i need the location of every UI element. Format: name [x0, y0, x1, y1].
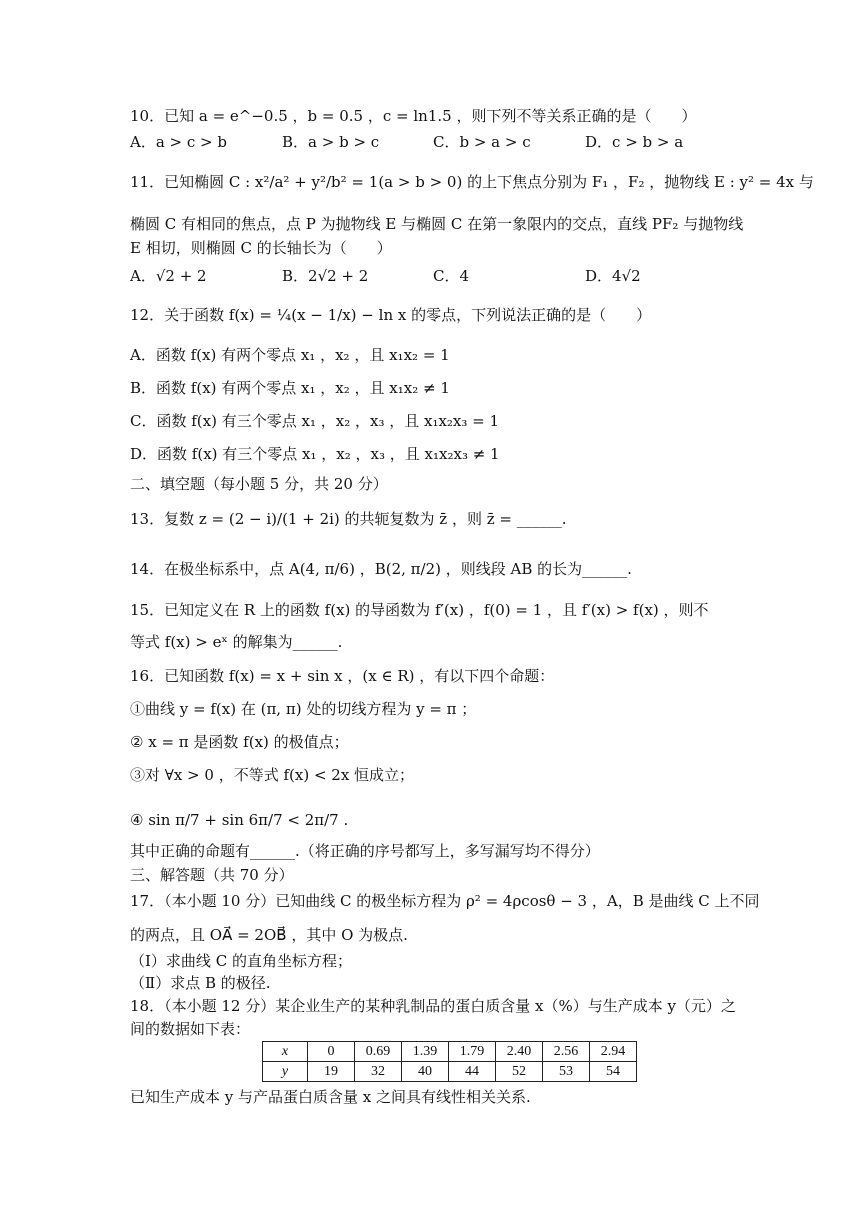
q12-option-a: A．函数 f(x) 有两个零点 x₁ ，x₂ ，且 x₁x₂ = 1: [130, 346, 450, 364]
section-answer-heading: 三、解答题（共 70 分）: [130, 866, 294, 884]
table-cell: 40: [402, 1062, 449, 1082]
table-cell: 2.40: [496, 1042, 543, 1062]
table-header-x: x: [263, 1042, 308, 1062]
q11-option-c: C．4: [433, 267, 470, 285]
table-cell: 1.79: [449, 1042, 496, 1062]
q17-line2: 的两点，且 OA⃗ = 2OB⃗ ，其中 O 为极点.: [130, 926, 408, 944]
q10-option-c: C．b > a > c: [433, 133, 531, 151]
table-cell: 1.39: [402, 1042, 449, 1062]
table-cell: 2.94: [590, 1042, 637, 1062]
table-cell: 44: [449, 1062, 496, 1082]
q16-tail: 其中正确的命题有______.（将正确的序号都写上，多写漏写均不得分）: [130, 842, 600, 860]
q17-sub1: （Ⅰ）求曲线 C 的直角坐标方程；: [130, 952, 352, 970]
q12-option-d: D．函数 f(x) 有三个零点 x₁ ，x₂ ，x₃ ，且 x₁x₂x₃ ≠ 1: [130, 445, 500, 463]
q12-option-b: B．函数 f(x) 有两个零点 x₁ ，x₂ ，且 x₁x₂ ≠ 1: [130, 379, 450, 397]
q16-item-2: ② x = π 是函数 f(x) 的极值点；: [130, 733, 349, 751]
q10-option-d: D．c > b > a: [585, 133, 684, 151]
q10-option-a: A．a > c > b: [130, 133, 227, 151]
table-header-y: y: [263, 1062, 308, 1082]
table-cell: 19: [308, 1062, 355, 1082]
table-cell: 32: [355, 1062, 402, 1082]
q11-option-a: A．√2 + 2: [130, 267, 207, 285]
table-cell: 54: [590, 1062, 637, 1082]
table-cell: 2.56: [543, 1042, 590, 1062]
q14-text: 14．在极坐标系中，点 A(4, π/6) ，B(2, π/2) ，则线段 AB 的长为______.: [130, 560, 632, 578]
q16-item-4: ④ sin π/7 + sin 6π/7 < 2π/7 .: [130, 811, 349, 829]
table-cell: 53: [543, 1062, 590, 1082]
section-fill-in-heading: 二、填空题（每小题 5 分，共 20 分）: [130, 475, 388, 493]
table-row: [263, 1062, 637, 1082]
q16-item-1: ①曲线 y = f(x) 在 (π, π) 处的切线方程为 y = π ；: [130, 700, 477, 718]
q11-option-b: B．2√2 + 2: [282, 267, 369, 285]
q12-option-c: C．函数 f(x) 有三个零点 x₁ ，x₂ ，x₃ ，且 x₁x₂x₃ = 1: [130, 412, 500, 430]
q16-item-3: ③对 ∀x > 0 ，不等式 f(x) < 2x 恒成立；: [130, 766, 415, 784]
q11-stem-line2: 椭圆 C 有相同的焦点，点 P 为抛物线 E 与椭圆 C 在第一象限内的交点，直线 PF₂ 与抛物线: [130, 215, 744, 233]
q12-stem: 12．关于函数 f(x) = ¼(x − 1/x) − ln x 的零点，下列说法正确的是（ ）: [130, 306, 652, 324]
q18-line2: 间的数据如下表：: [130, 1020, 251, 1038]
q16-stem: 16．已知函数 f(x) = x + sin x ，(x ∈ R) ，有以下四个命题：: [130, 667, 555, 685]
table-cell: 0.69: [355, 1042, 402, 1062]
q18-line3: 已知生产成本 y 与产品蛋白质含量 x 之间具有线性相关关系.: [130, 1088, 531, 1106]
q17-sub2: （Ⅱ）求点 B 的极径.: [130, 974, 271, 992]
q13-text: 13．复数 z = (2 − i)/(1 + 2i) 的共轭复数为 z̄ ，则 z̄ = ______.: [130, 510, 567, 528]
q18-data-table: [262, 1041, 637, 1082]
q11-option-d: D．4√2: [585, 267, 641, 285]
table-cell: 0: [308, 1042, 355, 1062]
table-cell: 52: [496, 1062, 543, 1082]
q18-line1: 18．（本小题 12 分）某企业生产的某种乳制品的蛋白质含量 x（%）与生产成本 y（元）之: [130, 997, 736, 1015]
q15-line2: 等式 f(x) > eˣ 的解集为______.: [130, 633, 343, 651]
q11-stem-line1: 11．已知椭圆 C : x²/a² + y²/b² = 1(a > b > 0) 的上下焦点分别为 F₁ ，F₂ ，抛物线 E : y² = 4x 与: [130, 173, 814, 191]
q15-line1: 15．已知定义在 R 上的函数 f(x) 的导函数为 f′(x) ，f(0) = 1 ，且 f′(x) > f(x) ，则不: [130, 601, 709, 619]
q17-line1: 17．（本小题 10 分）已知曲线 C 的极坐标方程为 ρ² = 4ρcosθ − 3 ，A，B 是曲线 C 上不同: [130, 892, 760, 910]
q10-option-b: B．a > b > c: [282, 133, 380, 151]
q10-stem: 10．已知 a = e^−0.5 ，b = 0.5 ，c = ln1.5 ，则下列不等关系正确的是（ ）: [130, 107, 697, 125]
table-row: [263, 1042, 637, 1062]
q11-stem-line3: E 相切，则椭圆 C 的长轴长为（ ）: [130, 239, 392, 257]
